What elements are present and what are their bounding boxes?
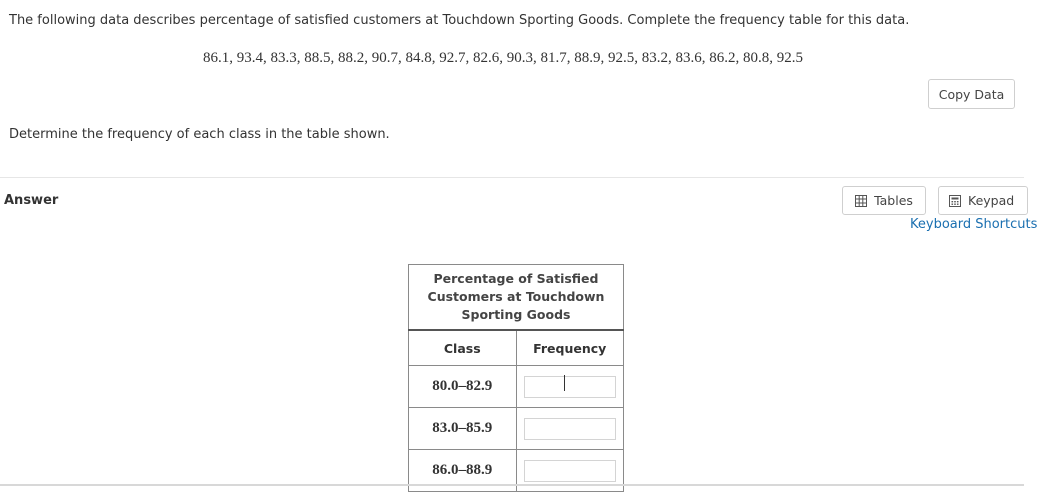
table-row [409,408,624,450]
text-caret [564,375,565,391]
copy-data-button[interactable]: Copy Data [928,79,1015,109]
frequency-input[interactable] [524,376,616,398]
answer-label: Answer [4,193,59,208]
keyboard-shortcuts-link[interactable]: Keyboard Shortcuts [910,217,1037,232]
class-cell: 83.0–85.9 [409,408,517,450]
keypad-button-label: Keypad [968,193,1015,208]
section-divider [0,177,1024,178]
data-values: 86.1, 93.4, 83.3, 88.5, 88.2, 90.7, 84.8, 92.7, 82.6, 90.3, 81.7, 88.9, 92.5, 83.2, 83.6, 86.2, 80.8, 92.5 [203,50,803,66]
frequency-cell [516,408,624,450]
frequency-column-header: Frequency [516,330,624,366]
class-cell: 80.0–82.9 [409,366,517,408]
table-grid-icon [855,195,867,207]
class-column-header: Class [409,330,517,366]
page-bottom-border [0,484,1024,486]
class-cell: 86.0–88.9 [409,450,517,492]
table-caption: Percentage of Satisfied Customers at Touchdown Sporting Goods [409,265,624,331]
frequency-input[interactable] [524,460,616,482]
tables-button[interactable] [842,186,926,215]
question-prompt: The following data describes percentage of satisfied customers at Touchdown Sporting Goods. Complete the frequency table for this data. [9,13,910,28]
table-row [409,366,624,408]
tables-button-label: Tables [874,193,913,208]
instruction-text: Determine the frequency of each class in the table shown. [9,127,390,142]
frequency-cell [516,366,624,408]
frequency-table [408,264,624,492]
keypad-button[interactable] [938,186,1028,215]
keypad-icon [949,195,961,207]
frequency-input[interactable] [524,418,616,440]
